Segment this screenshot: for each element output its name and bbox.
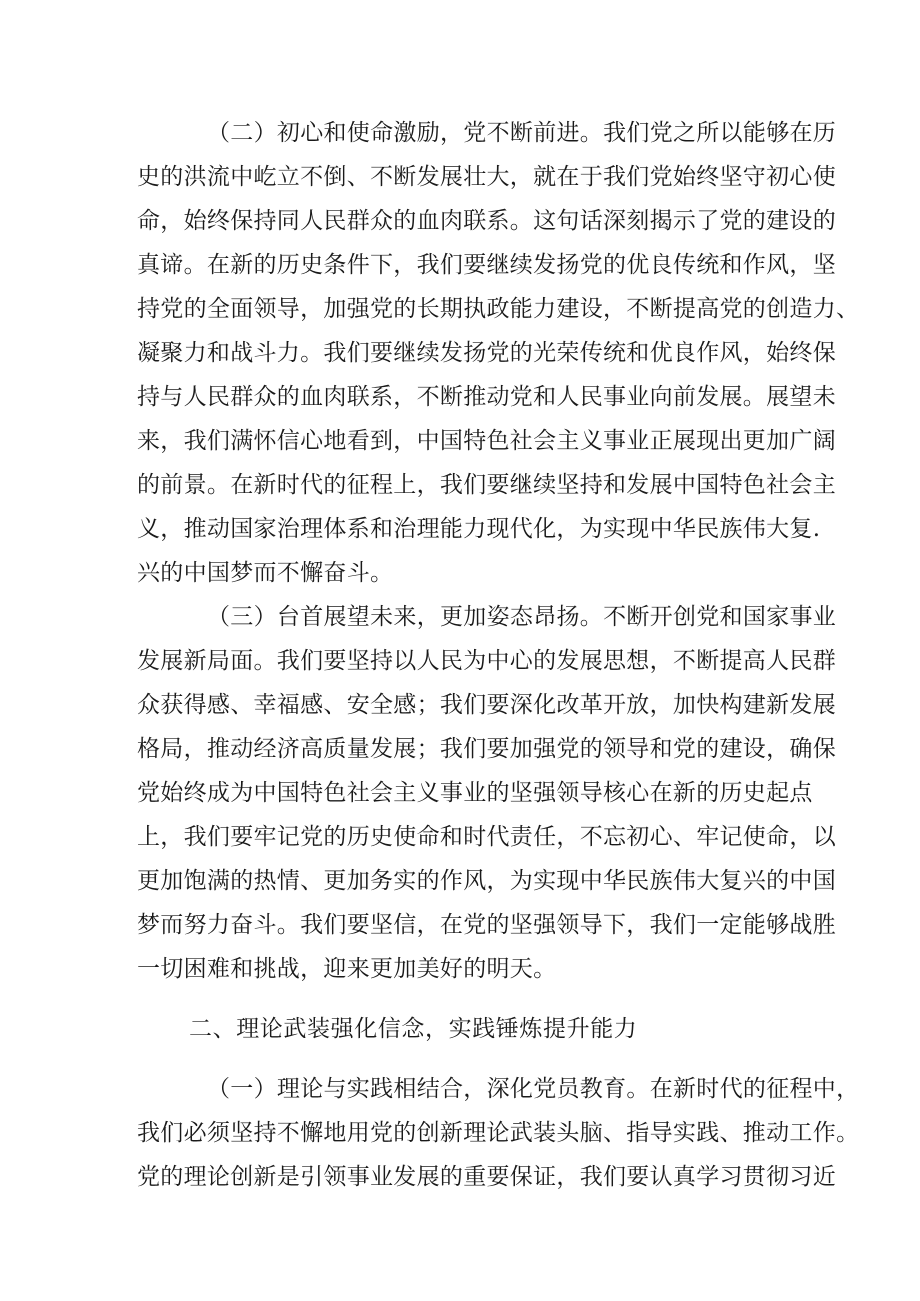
paragraph-line: 义，推动国家治理体系和治理能力现代化，为实现中华民族伟大复. bbox=[137, 516, 821, 542]
paragraph-line: 发展新局面。我们要坚持以人民为中心的发展思想，不断提高人民群 bbox=[137, 648, 836, 674]
paragraph-line: 来，我们满怀信心地看到，中国特色社会主义事业正展现出更加广阔 bbox=[137, 428, 836, 454]
paragraph-line: （二）初心和使命激励，党不断前进。我们党之所以能够在历 bbox=[207, 120, 837, 146]
paragraph-line: 真谛。在新的历史条件下，我们要继续发扬党的优良传统和作风，坚 bbox=[137, 252, 836, 278]
paragraph-line: 持与人民群众的血肉联系，不断推动党和人民事业向前发展。展望未 bbox=[137, 384, 836, 410]
paragraph-line: 一切困难和挑战，迎来更加美好的明天。 bbox=[137, 956, 557, 982]
paragraph-line: 命，始终保持同人民群众的血肉联系。这句话深刻揭示了党的建设的 bbox=[137, 208, 836, 234]
paragraph-line: （一）理论与实践相结合，深化党员教育。在新时代的征程中， bbox=[207, 1076, 860, 1102]
paragraph-line: 格局，推动经济高质量发展；我们要加强党的领导和党的建设，确保 bbox=[137, 736, 836, 762]
section-heading: 二、理论武装强化信念，实践锤炼提升能力 bbox=[189, 1016, 638, 1042]
paragraph-line: 我们必须坚持不懈地用党的创新理论武装头脑、指导实践、推动工作。 bbox=[137, 1120, 860, 1146]
paragraph-line: 持党的全面领导，加强党的长期执政能力建设，不断提高党的创造力、 bbox=[137, 296, 860, 322]
paragraph-line: 上，我们要牢记党的历史使命和时代责任，不忘初心、牢记使命，以 bbox=[137, 824, 836, 850]
paragraph-line: 梦而努力奋斗。我们要坚信，在党的坚强领导下，我们一定能够战胜 bbox=[137, 912, 836, 938]
paragraph-line: 凝聚力和战斗力。我们要继续发扬党的光荣传统和优良作风，始终保 bbox=[137, 340, 836, 366]
paragraph-line: 的前景。在新时代的征程上，我们要继续坚持和发展中国特色社会主 bbox=[137, 472, 836, 498]
paragraph-line: 更加饱满的热情、更加务实的作风，为实现中华民族伟大复兴的中国 bbox=[137, 868, 836, 894]
paragraph-line: 兴的中国梦而不懈奋斗。 bbox=[137, 560, 394, 586]
paragraph-line: 史的洪流中屹立不倒、不断发展壮大，就在于我们党始终坚守初心使 bbox=[137, 164, 836, 190]
paragraph-line: 党的理论创新是引领事业发展的重要保证，我们要认真学习贯彻习近 bbox=[137, 1164, 836, 1190]
paragraph-line: 众获得感、幸福感、安全感；我们要深化改革开放，加快构建新发展 bbox=[137, 692, 836, 718]
paragraph-line: 党始终成为中国特色社会主义事业的坚强领导核心在新的历史起点 bbox=[137, 780, 813, 806]
paragraph-line: （三）台首展望未来，更加姿态昂扬。不断开创党和国家事业 bbox=[207, 604, 837, 630]
